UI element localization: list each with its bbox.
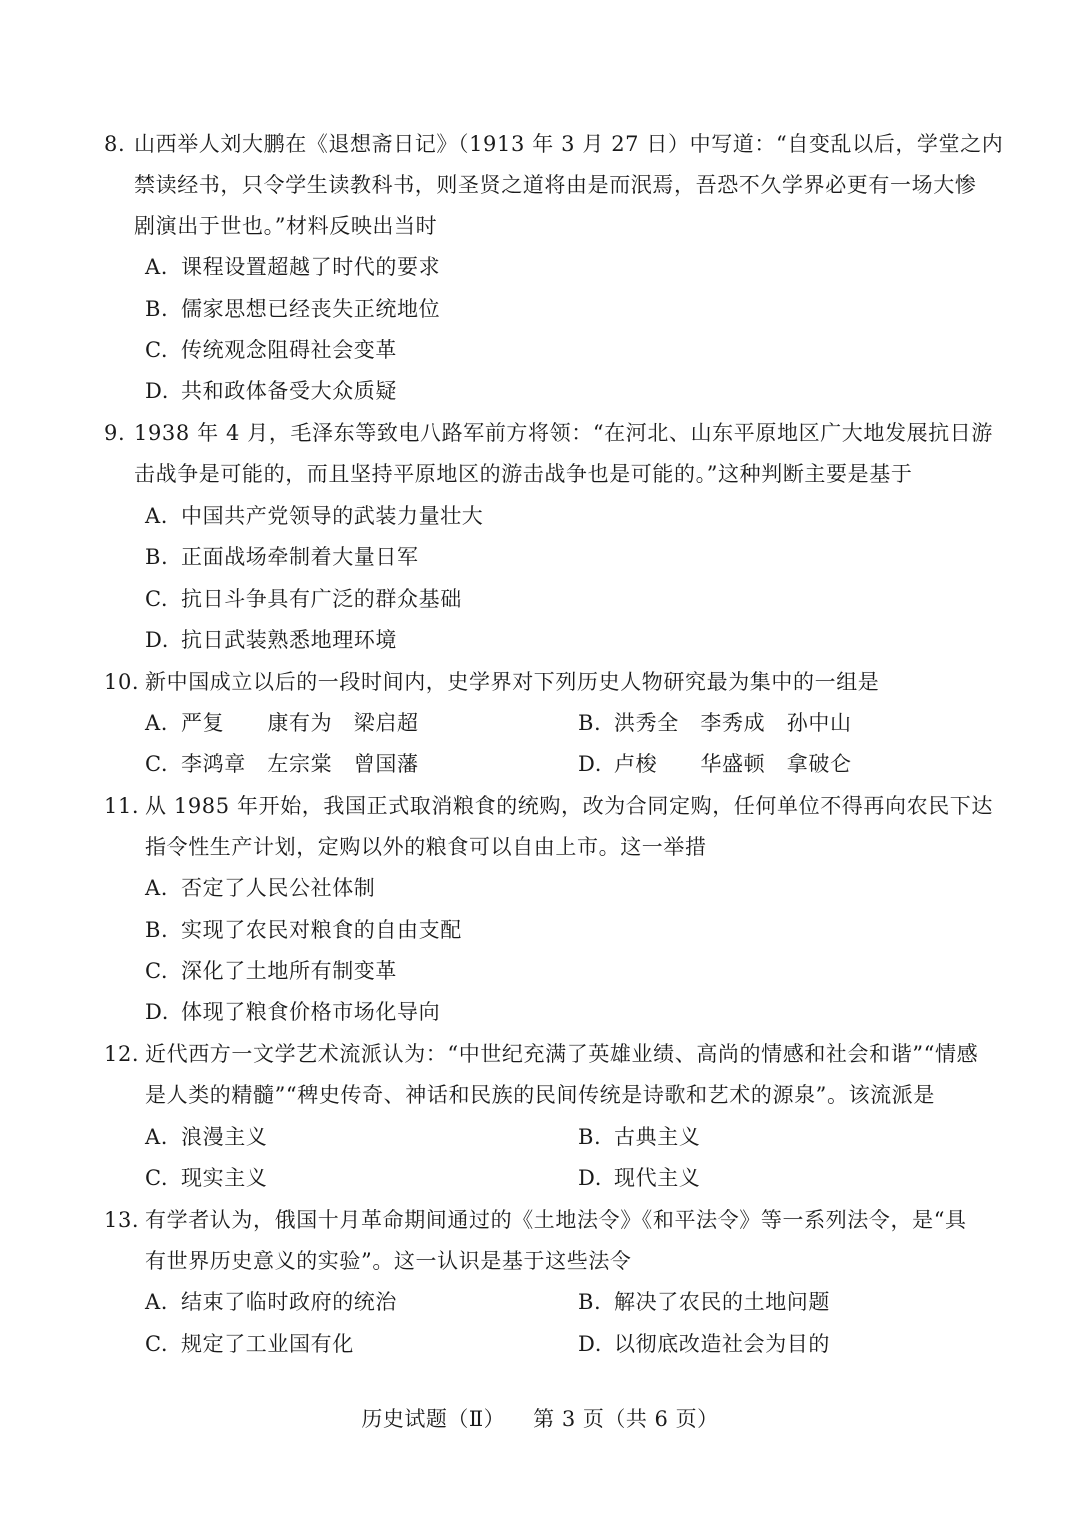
question-8-line-3: 剧演出于世也。”材料反映出当时 <box>134 214 438 238</box>
question-13-line-2: 有世界历史意义的实验”。这一认识是基于这些法令 <box>145 1249 632 1273</box>
question-13-option-c: C. 规定了工业国有化 <box>145 1332 354 1356</box>
question-11-line-1 <box>104 792 993 820</box>
question-number: 8. <box>104 132 126 156</box>
question-10-line-1 <box>104 668 879 696</box>
question-12-line-1 <box>104 1040 978 1068</box>
question-text: 近代西方一文学艺术流派认为：“中世纪充满了英雄业绩、高尚的情感和社会和谐”“情感 <box>145 1042 979 1066</box>
question-13-option-d: D. 以彻底改造社会为目的 <box>578 1332 830 1356</box>
question-11-option-d: D. 体现了粮食价格市场化导向 <box>145 1000 441 1024</box>
question-10-option-d: D. 卢梭 华盛顿 拿破仑 <box>578 752 852 776</box>
page-footer <box>0 1405 1080 1433</box>
question-11-line-2: 指令性生产计划，定购以外的粮食可以自由上市。这一举措 <box>145 835 707 859</box>
question-12-option-d: D. 现代主义 <box>578 1166 701 1190</box>
question-8-option-a: A. 课程设置超越了时代的要求 <box>145 255 441 279</box>
question-9-option-b: B. 正面战场牵制着大量日军 <box>145 545 419 569</box>
question-9-line-1 <box>104 419 993 447</box>
question-13-option-a: A. 结束了临时政府的统治 <box>145 1290 397 1314</box>
question-11-option-a: A. 否定了人民公社体制 <box>145 876 376 900</box>
question-12-option-c: C. 现实主义 <box>145 1166 268 1190</box>
question-8-line-2: 禁读经书，只令学生读教科书，则圣贤之道将由是而泯焉，吾恐不久学界必更有一场大惨 <box>134 173 977 197</box>
question-12-option-a: A. 浪漫主义 <box>145 1125 268 1149</box>
question-10-option-a: A. 严复 康有为 梁启超 <box>145 711 419 735</box>
question-8-option-d: D. 共和政体备受大众质疑 <box>145 379 397 403</box>
question-12-line-2: 是人类的精髓”“稗史传奇、神话和民族的民间传统是诗歌和艺术的源泉”。该流派是 <box>145 1083 936 1107</box>
question-8-line-1 <box>104 130 1003 158</box>
question-10-option-c: C. 李鸿章 左宗棠 曾国藩 <box>145 752 419 776</box>
question-13-option-b: B. 解决了农民的土地问题 <box>578 1290 830 1314</box>
question-10-option-b: B. 洪秀全 李秀成 孙中山 <box>578 711 852 735</box>
question-8-option-b: B. 儒家思想已经丧失正统地位 <box>145 297 441 321</box>
question-number: 13. <box>104 1208 140 1232</box>
footer-page-number: 第 3 页（共 6 页） <box>533 1407 719 1431</box>
question-text: 山西举人刘大鹏在《退想斋日记》（1913 年 3 月 27 日）中写道：“自变乱以后，学堂之内 <box>134 132 1004 156</box>
question-number: 9. <box>104 421 126 445</box>
footer-subject: 历史试题（Ⅱ） <box>361 1407 506 1431</box>
question-text: 新中国成立以后的一段时间内，史学界对下列历史人物研究最为集中的一组是 <box>145 670 880 694</box>
question-text: 从 1985 年开始，我国正式取消粮食的统购，改为合同定购，任何单位不得再向农民下达 <box>145 794 993 818</box>
question-8-option-c: C. 传统观念阻碍社会变革 <box>145 338 397 362</box>
question-number: 12. <box>104 1042 140 1066</box>
question-text: 有学者认为，俄国十月革命期间通过的《土地法令》《和平法令》等一系列法令，是“具 <box>145 1208 967 1232</box>
question-9-option-d: D. 抗日武装熟悉地理环境 <box>145 628 397 652</box>
question-11-option-c: C. 深化了土地所有制变革 <box>145 959 397 983</box>
question-text: 1938 年 4 月，毛泽东等致电八路军前方将领：“在河北、山东平原地区广大地发展抗日游 <box>134 421 993 445</box>
question-9-option-a: A. 中国共产党领导的武装力量壮大 <box>145 504 484 528</box>
question-12-option-b: B. 古典主义 <box>578 1125 701 1149</box>
question-number: 11. <box>104 794 140 818</box>
question-number: 10. <box>104 670 140 694</box>
question-9-option-c: C. 抗日斗争具有广泛的群众基础 <box>145 587 462 611</box>
question-11-option-b: B. 实现了农民对粮食的自由支配 <box>145 918 462 942</box>
question-9-line-2: 击战争是可能的，而且坚持平原地区的游击战争也是可能的。”这种判断主要是基于 <box>134 462 913 486</box>
question-13-line-1 <box>104 1206 967 1234</box>
